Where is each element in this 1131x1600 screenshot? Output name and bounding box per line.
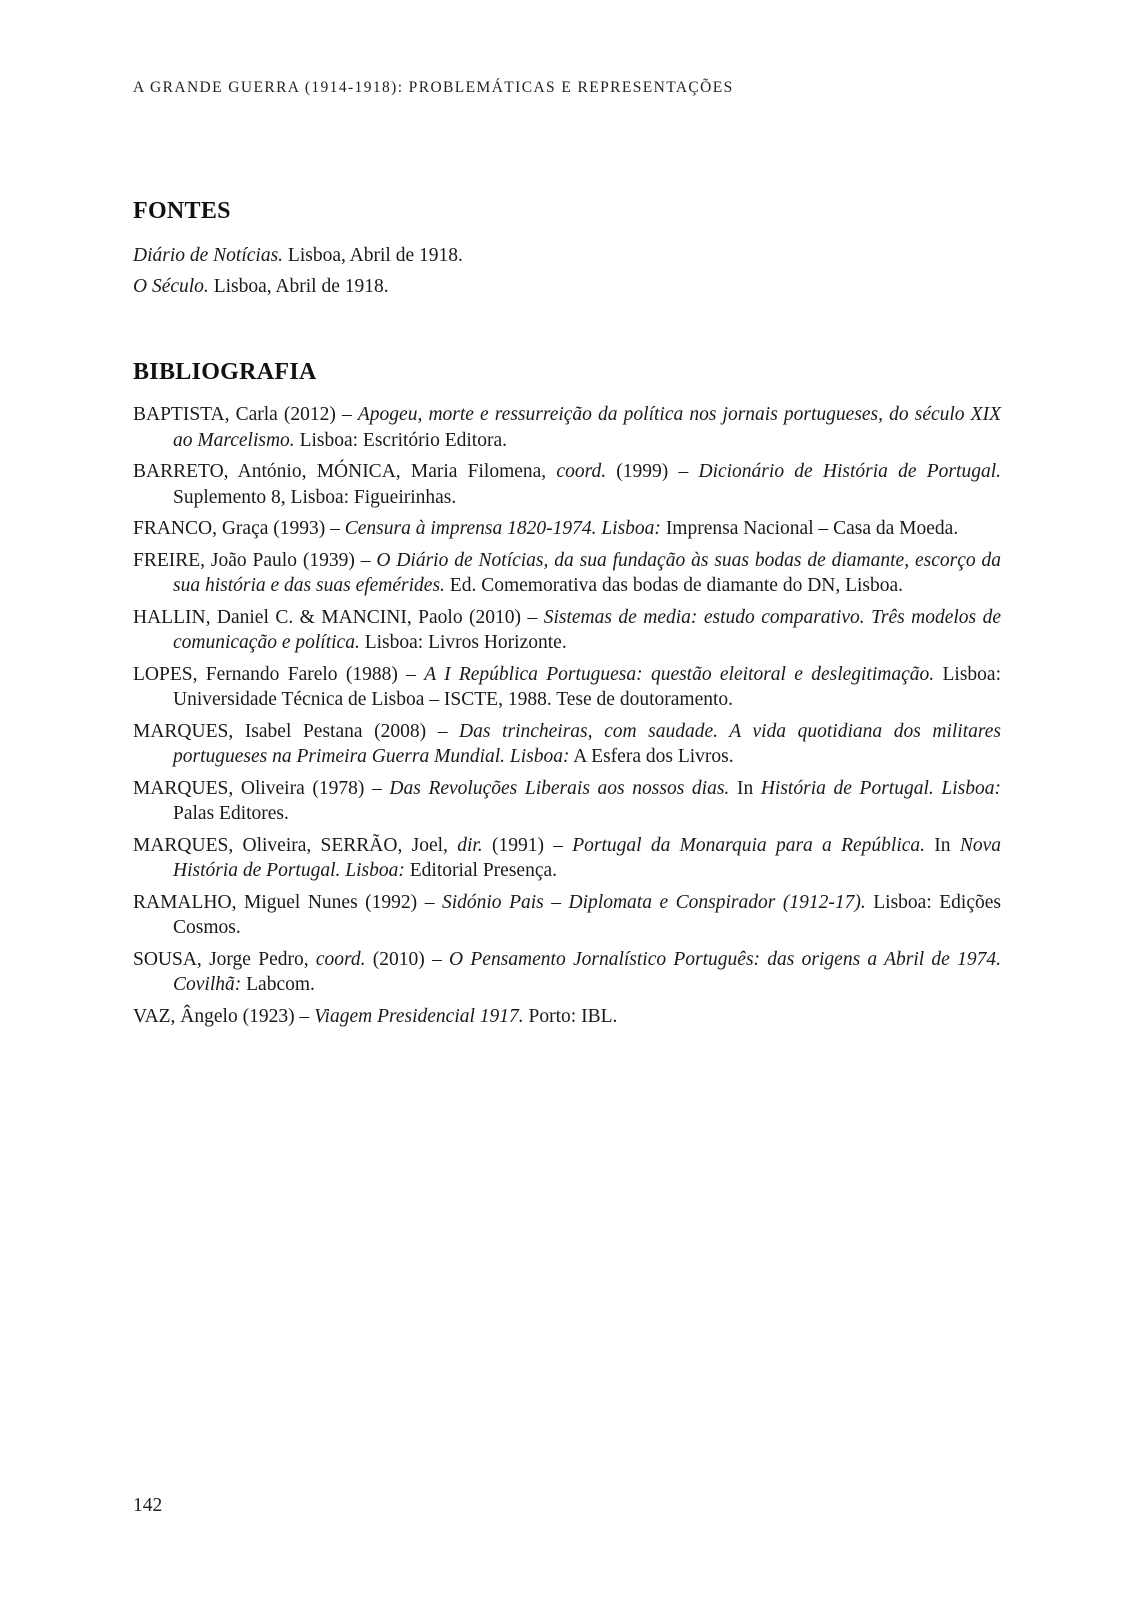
- bibliography-entry: [133, 662, 1001, 713]
- entry-author: SOUSA, Jorge Pedro,: [133, 948, 316, 970]
- entry-title: Portugal da Monarquia para a República.: [572, 834, 926, 856]
- entry-date: (2010) –: [365, 948, 450, 970]
- bibliography-entry: [133, 516, 1001, 542]
- entry-author: HALLIN, Daniel C. & MANCINI, Paolo (2010) –: [133, 606, 544, 628]
- entry-publisher: Porto: IBL.: [523, 1005, 618, 1027]
- entry-author: BAPTISTA, Carla (2012) –: [133, 404, 358, 425]
- entry-connector: In: [925, 834, 960, 856]
- bibliography-entry: [133, 776, 1001, 827]
- entry-title: Censura à imprensa 1820-1974. Lisboa:: [344, 518, 661, 539]
- entry-container-title: Nova História de Portugal. Lisboa:: [173, 834, 1001, 881]
- entry-title: A I República Portuguesa: questão eleitoral e deslegitimação.: [424, 663, 935, 685]
- entry-title: Viagem Presidencial 1917.: [314, 1005, 524, 1027]
- fontes-entry: [133, 240, 1003, 271]
- entry-publisher: Suplemento 8, Lisboa: Figueirinhas.: [173, 486, 457, 508]
- entry-title: Sidónio Pais – Diplomata e Conspirador (1912-17).: [441, 891, 866, 913]
- bibliografia-list: [133, 402, 1001, 1035]
- bibliography-entry: [133, 402, 1001, 453]
- entry-publisher: A Esfera dos Livros.: [569, 746, 734, 767]
- entry-publisher: Lisboa: Edições Cosmos.: [173, 891, 1001, 938]
- bibliography-entry: [133, 947, 1001, 998]
- entry-role: coord.: [556, 461, 607, 482]
- entry-author: RAMALHO, Miguel Nunes (1992) –: [133, 891, 442, 913]
- source-details: Lisboa, Abril de 1918.: [208, 276, 389, 297]
- entry-title: O Diário de Notícias, da sua fundação às suas bodas de diamante, escorço da sua história e das suas efemérides.: [173, 549, 1001, 596]
- bibliography-entry: [133, 1004, 1001, 1030]
- source-title: O Século.: [133, 276, 209, 297]
- entry-title: Sistemas de media: estudo comparativo. Três modelos de comunicação e política.: [173, 606, 1001, 653]
- entry-title: O Pensamento Jornalístico Português: das origens a Abril de 1974. Covilhã:: [173, 948, 1001, 995]
- entry-publisher: Lisboa: Escritório Editora.: [294, 429, 507, 451]
- entry-publisher: Lisboa: Universidade Técnica de Lisboa – ISCTE, 1988. Tese de doutoramento.: [173, 663, 1001, 710]
- entry-publisher: Labcom.: [241, 974, 315, 995]
- bibliography-entry: [133, 548, 1001, 599]
- entry-publisher: Editorial Presença.: [404, 860, 558, 881]
- fontes-entry: [133, 271, 1003, 302]
- entry-date: (1999) –: [606, 461, 699, 482]
- entry-author: MARQUES, Oliveira (1978) –: [133, 777, 390, 799]
- bibliography-entry: [133, 605, 1001, 656]
- entry-connector: In: [729, 777, 761, 799]
- page-number: 142: [133, 1495, 163, 1516]
- source-details: Lisboa, Abril de 1918.: [283, 245, 463, 266]
- fontes-heading: FONTES: [133, 198, 231, 224]
- entry-author: FRANCO, Graça (1993) –: [133, 518, 345, 539]
- entry-author: VAZ, Ângelo (1923) –: [133, 1005, 315, 1027]
- entry-container-title: História de Portugal. Lisboa:: [760, 777, 1001, 799]
- entry-publisher: Palas Editores.: [173, 803, 289, 824]
- entry-title: Dicionário de História de Portugal.: [698, 461, 1001, 482]
- entry-date: (1991) –: [482, 834, 573, 856]
- entry-author: FREIRE, João Paulo (1939) –: [133, 549, 377, 571]
- bibliography-entry: [133, 890, 1001, 941]
- entry-author: BARRETO, António, MÓNICA, Maria Filomena,: [133, 461, 557, 482]
- fontes-list: [133, 240, 1003, 302]
- entry-title: Das Revoluções Liberais aos nossos dias.: [389, 777, 730, 799]
- entry-title: Apogeu, morte e ressurreição da política nos jornais portugueses, do século XIX ao Marcelismo.: [173, 404, 1001, 451]
- entry-title: Das trincheiras, com saudade. A vida quotidiana dos militares portugueses na Primeira Guerra Mundial. Lisboa:: [173, 720, 1001, 767]
- entry-author: MARQUES, Oliveira, SERRÃO, Joel,: [133, 834, 458, 856]
- bibliography-entry: [133, 833, 1001, 884]
- source-title: Diário de Notícias.: [133, 245, 284, 266]
- bibliografia-heading: BIBLIOGRAFIA: [133, 359, 317, 385]
- bibliography-entry: [133, 719, 1001, 770]
- entry-author: LOPES, Fernando Farelo (1988) –: [133, 663, 425, 685]
- entry-role: dir.: [457, 834, 483, 856]
- entry-publisher: Ed. Comemorativa das bodas de diamante do DN, Lisboa.: [444, 575, 904, 596]
- bibliography-entry: [133, 459, 1001, 510]
- entry-author: MARQUES, Isabel Pestana (2008) –: [133, 720, 460, 742]
- entry-role: coord.: [315, 948, 366, 970]
- entry-publisher: Imprensa Nacional – Casa da Moeda.: [660, 518, 959, 539]
- entry-publisher: Lisboa: Livros Horizonte.: [359, 632, 567, 653]
- running-head: A GRANDE GUERRA (1914-1918): PROBLEMÁTICAS E REPRESENTAÇÕES: [133, 79, 734, 96]
